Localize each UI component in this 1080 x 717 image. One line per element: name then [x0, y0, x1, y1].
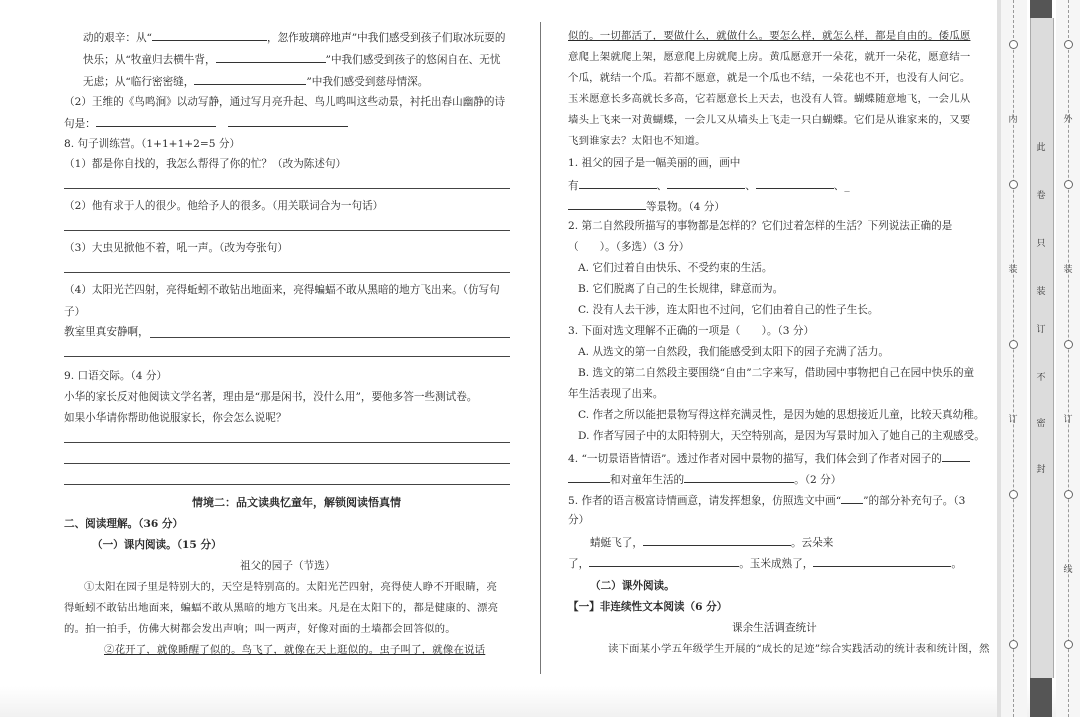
- answer-blank[interactable]: [194, 74, 306, 85]
- question-item: 1. 祖父的园子是一幅美丽的画，画中: [568, 157, 741, 169]
- text-span: 似的。一切都活了，要做什么，就做什么。要怎么样，就怎么样，都是自由的。倭瓜愿: [568, 30, 971, 42]
- answer-blank[interactable]: [568, 472, 610, 483]
- question-item: 教室里真安静啊，: [64, 326, 149, 338]
- answer-line[interactable]: [64, 484, 510, 485]
- answer-line[interactable]: [64, 188, 510, 189]
- binding-margin: [1001, 0, 1027, 717]
- binding-hole-icon: [1064, 180, 1073, 189]
- option-C[interactable]: C. 没有人去干涉，连太阳也不过问，它们由着自己的性子生长。: [578, 304, 879, 316]
- answer-line[interactable]: [64, 442, 510, 443]
- text-span: 。玉米成熟了，: [739, 558, 814, 570]
- answer-line[interactable]: [64, 463, 510, 464]
- answer-blank[interactable]: [568, 199, 646, 210]
- text-span: 。（2 分）: [794, 474, 842, 486]
- question-item: （2）他有求于人的很少。他给予人的很多。（用关联词合为一句话）: [64, 200, 384, 212]
- article-text: 个瓜，就结一个瓜。若都不愿意，就是一个瓜也不结，一朵花也不开，也没有人问它。: [568, 72, 971, 84]
- text-span: 动的艰辛：从“: [83, 32, 152, 44]
- binding-band-cap: [1030, 678, 1052, 717]
- answer-blank[interactable]: [579, 178, 657, 189]
- option-B-cont: 年生活表现了出来。: [568, 388, 664, 400]
- binding-hole-icon: [1009, 40, 1018, 49]
- text-span: 无虑；从“临行密密缝，: [83, 76, 195, 88]
- option-A[interactable]: A. 它们过着自由快乐、不受约束的生活。: [578, 262, 773, 274]
- article-title: 祖父的园子（节选）: [240, 560, 336, 572]
- text-line: [83, 74, 428, 89]
- text-span: ”的部分补充句子。（3: [863, 495, 966, 507]
- binding-hole-icon: [1009, 340, 1018, 349]
- answer-blank[interactable]: [216, 52, 326, 63]
- question-item: [568, 199, 725, 214]
- binding-label: 封: [1036, 465, 1046, 475]
- cut-line: [1013, 0, 1014, 717]
- article-text: 飞到谁家去？太阳也不知道。: [568, 135, 706, 147]
- binding-hole-icon: [1064, 640, 1073, 649]
- text-span: ”中我们感受到孩子的悠闲自在、无忧: [325, 54, 501, 66]
- article-text: ①太阳在园子里是特别大的，天空是特别高的。太阳光芒四射，亮得使人睁不开眼睛，亮: [84, 581, 498, 593]
- article-text: [568, 30, 970, 43]
- answer-blank[interactable]: [841, 493, 863, 504]
- binding-hole-icon: [1064, 490, 1073, 499]
- text-span: 和对童年生活的: [610, 474, 685, 486]
- binding-label: 此: [1036, 143, 1046, 153]
- text-span: 5. 作者的语言极富诗情画意，请发挥想象，仿照选文中画“: [568, 495, 842, 507]
- answer-blank[interactable]: [813, 556, 951, 567]
- option-D[interactable]: D. 作者写园子中的太阳特别大，天空特别高，是因为写景时加入了她自己的主观感受。: [578, 430, 985, 442]
- text-span: ，忽作玻璃碎地声”中我们感受到孩子们取冰玩耍的: [266, 32, 506, 44]
- article-text: 墙头上飞来一对黄蝴蝶，一会儿又从墙头上飞走一只白蝴蝶。它们是从谁家来的，又要: [568, 114, 971, 126]
- question-item: （3）大虫见掀他不着，吼一声。（改为夸张句）: [64, 242, 288, 254]
- answer-blank[interactable]: [942, 451, 970, 462]
- answer-blank[interactable]: [684, 472, 794, 483]
- question-item: 3. 下面对选文理解不正确的一项是（ ）。（3 分）: [568, 325, 815, 337]
- question-item: [568, 178, 850, 193]
- text-span: 、: [656, 180, 668, 192]
- binding-label: 只: [1036, 239, 1046, 249]
- part-heading: 二、阅读理解。（36 分）: [64, 518, 184, 530]
- binding-label: 线: [1063, 565, 1073, 575]
- question-item: 分）: [568, 514, 590, 526]
- question-item: 2. 第二自然段所描写的事物都是怎样的？它们过着怎样的生活？下列说法正确的是: [568, 220, 953, 232]
- answer-line[interactable]: [64, 272, 510, 273]
- question-title: 9. 口语交际。（4 分）: [64, 370, 168, 382]
- answer-blank[interactable]: [152, 30, 267, 41]
- article-text: 读下面某小学五年级学生开展的“成长的足迹”综合实践活动的统计表和统计图，然: [608, 643, 990, 655]
- answer-line[interactable]: [150, 337, 510, 338]
- text-span: 4. “一切景语皆情语”。透过作者对园中景物的描写，我们体会到了作者对园子的: [568, 453, 942, 465]
- text-span: 了，: [568, 558, 590, 570]
- text-span: 蜻蜓飞了，: [590, 537, 643, 549]
- binding-label: 内: [1008, 115, 1018, 125]
- binding-label: 装: [1008, 265, 1018, 275]
- subpart-heading: （一）课内阅读。（15 分）: [92, 539, 222, 551]
- text-span: 句是：: [64, 118, 96, 130]
- option-C[interactable]: C. 作者之所以能把景物写得这样充满灵性，是因为她的思想接近儿童，比较天真幼稚。: [578, 409, 985, 421]
- binding-label: 装: [1036, 287, 1046, 297]
- text-span: 等景物。（4 分）: [646, 201, 725, 213]
- option-B[interactable]: B. 它们脱离了自己的生长规律，肆意而为。: [578, 283, 784, 295]
- question-item: （ ）。（多选）（3 分）: [568, 241, 690, 253]
- column-divider: [540, 22, 541, 674]
- answer-blank[interactable]: [667, 178, 745, 189]
- question-item: （4）太阳光芒四射，亮得蚯蚓不敢钻出地面来，亮得蝙蝠不敢从黑暗的地方飞出来。（仿写句: [64, 284, 500, 296]
- text-line: （2）王维的《鸟鸣涧》以动写静，通过写月亮升起、鸟儿鸣叫这些动景，衬托出春山幽静的诗: [64, 96, 506, 108]
- answer-blank[interactable]: [96, 116, 216, 127]
- binding-hole-icon: [1009, 640, 1018, 649]
- text-span: 快乐；从“牧童归去横牛背，: [83, 54, 216, 66]
- option-B[interactable]: B. 选文的第二自然段主要围绕“自由”二字来写，借助园中事物把自己在园中快乐的童: [578, 367, 975, 379]
- answer-blank[interactable]: [756, 178, 834, 189]
- binding-label: 订: [1008, 415, 1018, 425]
- question-item: 小华的家长反对他阅读文学名著，理由是“那是闲书，没什么用”，要他多答一些测试卷。: [64, 391, 478, 403]
- binding-label: 装: [1063, 265, 1073, 275]
- text-span: ”中我们感受到慈母情深。: [306, 76, 429, 88]
- question-item: 子）: [64, 306, 86, 318]
- text-span: 有: [568, 180, 579, 192]
- binding-hole-icon: [1009, 490, 1018, 499]
- binding-label: 订: [1036, 325, 1046, 335]
- text-span: 。: [951, 558, 962, 570]
- question-item: 如果小华请你帮助他说服家长，你会怎么说呢？: [64, 412, 287, 424]
- question-title: 8. 句子训练营。（1+1+1+2=5 分）: [64, 138, 241, 150]
- text-span: 。云朵来: [790, 537, 834, 549]
- text-span: 、: [745, 180, 756, 192]
- article-text: 得蚯蚓不敢钻出地面来，蝙蝠不敢从黑暗的地方飞出来。凡是在太阳下的，都是健康的、漂亮: [64, 602, 499, 614]
- section-heading: 情境二：品文读典忆童年，解锁阅读悟真情: [192, 496, 401, 509]
- answer-blank[interactable]: [589, 556, 739, 567]
- binding-hole-icon: [1064, 40, 1073, 49]
- question-item: （1）都是你自找的，我怎么帮得了你的忙？（改为陈述句）: [64, 158, 347, 170]
- subpart-heading: （二）课外阅读。: [590, 580, 675, 592]
- page-bottom-shadow: [0, 686, 1080, 717]
- text-line: [64, 116, 348, 131]
- question-item: [568, 493, 965, 508]
- binding-label: 订: [1063, 415, 1073, 425]
- option-A[interactable]: A. 从选文的第一自然段，我们能感受到太阳下的园子充满了活力。: [578, 346, 890, 358]
- text-line: [83, 52, 500, 67]
- answer-blank[interactable]: [228, 116, 348, 127]
- binding-band-cap: [1030, 0, 1052, 18]
- binding-hole-icon: [1009, 180, 1018, 189]
- answer-blank[interactable]: [643, 535, 791, 546]
- binding-label: 密: [1036, 419, 1046, 429]
- article-text: 玉米愿意长多高就长多高，它若愿意长上天去，也没有人管。蝴蝶随意地飞，一会儿从: [568, 93, 971, 105]
- article-text-underlined: ②花开了，就像睡醒了似的。鸟飞了，就像在天上逛似的。虫子叫了，就像在说话: [104, 644, 486, 656]
- answer-line[interactable]: [64, 356, 510, 357]
- article-text: 意爬上架就爬上架，愿意爬上房就爬上房。黄瓜愿意开一朵花，就开一朵花，愿意结一: [568, 51, 971, 63]
- text-span: 、_: [833, 180, 850, 192]
- binding-label: 卷: [1036, 191, 1046, 201]
- cut-line: [1068, 0, 1069, 717]
- binding-label: 外: [1063, 115, 1073, 125]
- binding-label: 不: [1036, 373, 1046, 383]
- survey-title: 课余生活调查统计: [732, 622, 817, 634]
- text-line: [83, 30, 505, 45]
- question-item: [568, 556, 962, 571]
- question-item: [568, 472, 841, 487]
- question-item: [568, 451, 970, 466]
- answer-line[interactable]: [64, 230, 510, 231]
- binding-band: [1030, 18, 1054, 678]
- binding-hole-icon: [1064, 340, 1073, 349]
- article-text: 的。拍一拍手，仿佛大树都会发出声响；叫一两声，好像对面的土墙都会回答似的。: [64, 623, 456, 635]
- question-item: [590, 535, 833, 550]
- subpart-heading: 【一】非连续性文本阅读（6 分）: [568, 601, 728, 613]
